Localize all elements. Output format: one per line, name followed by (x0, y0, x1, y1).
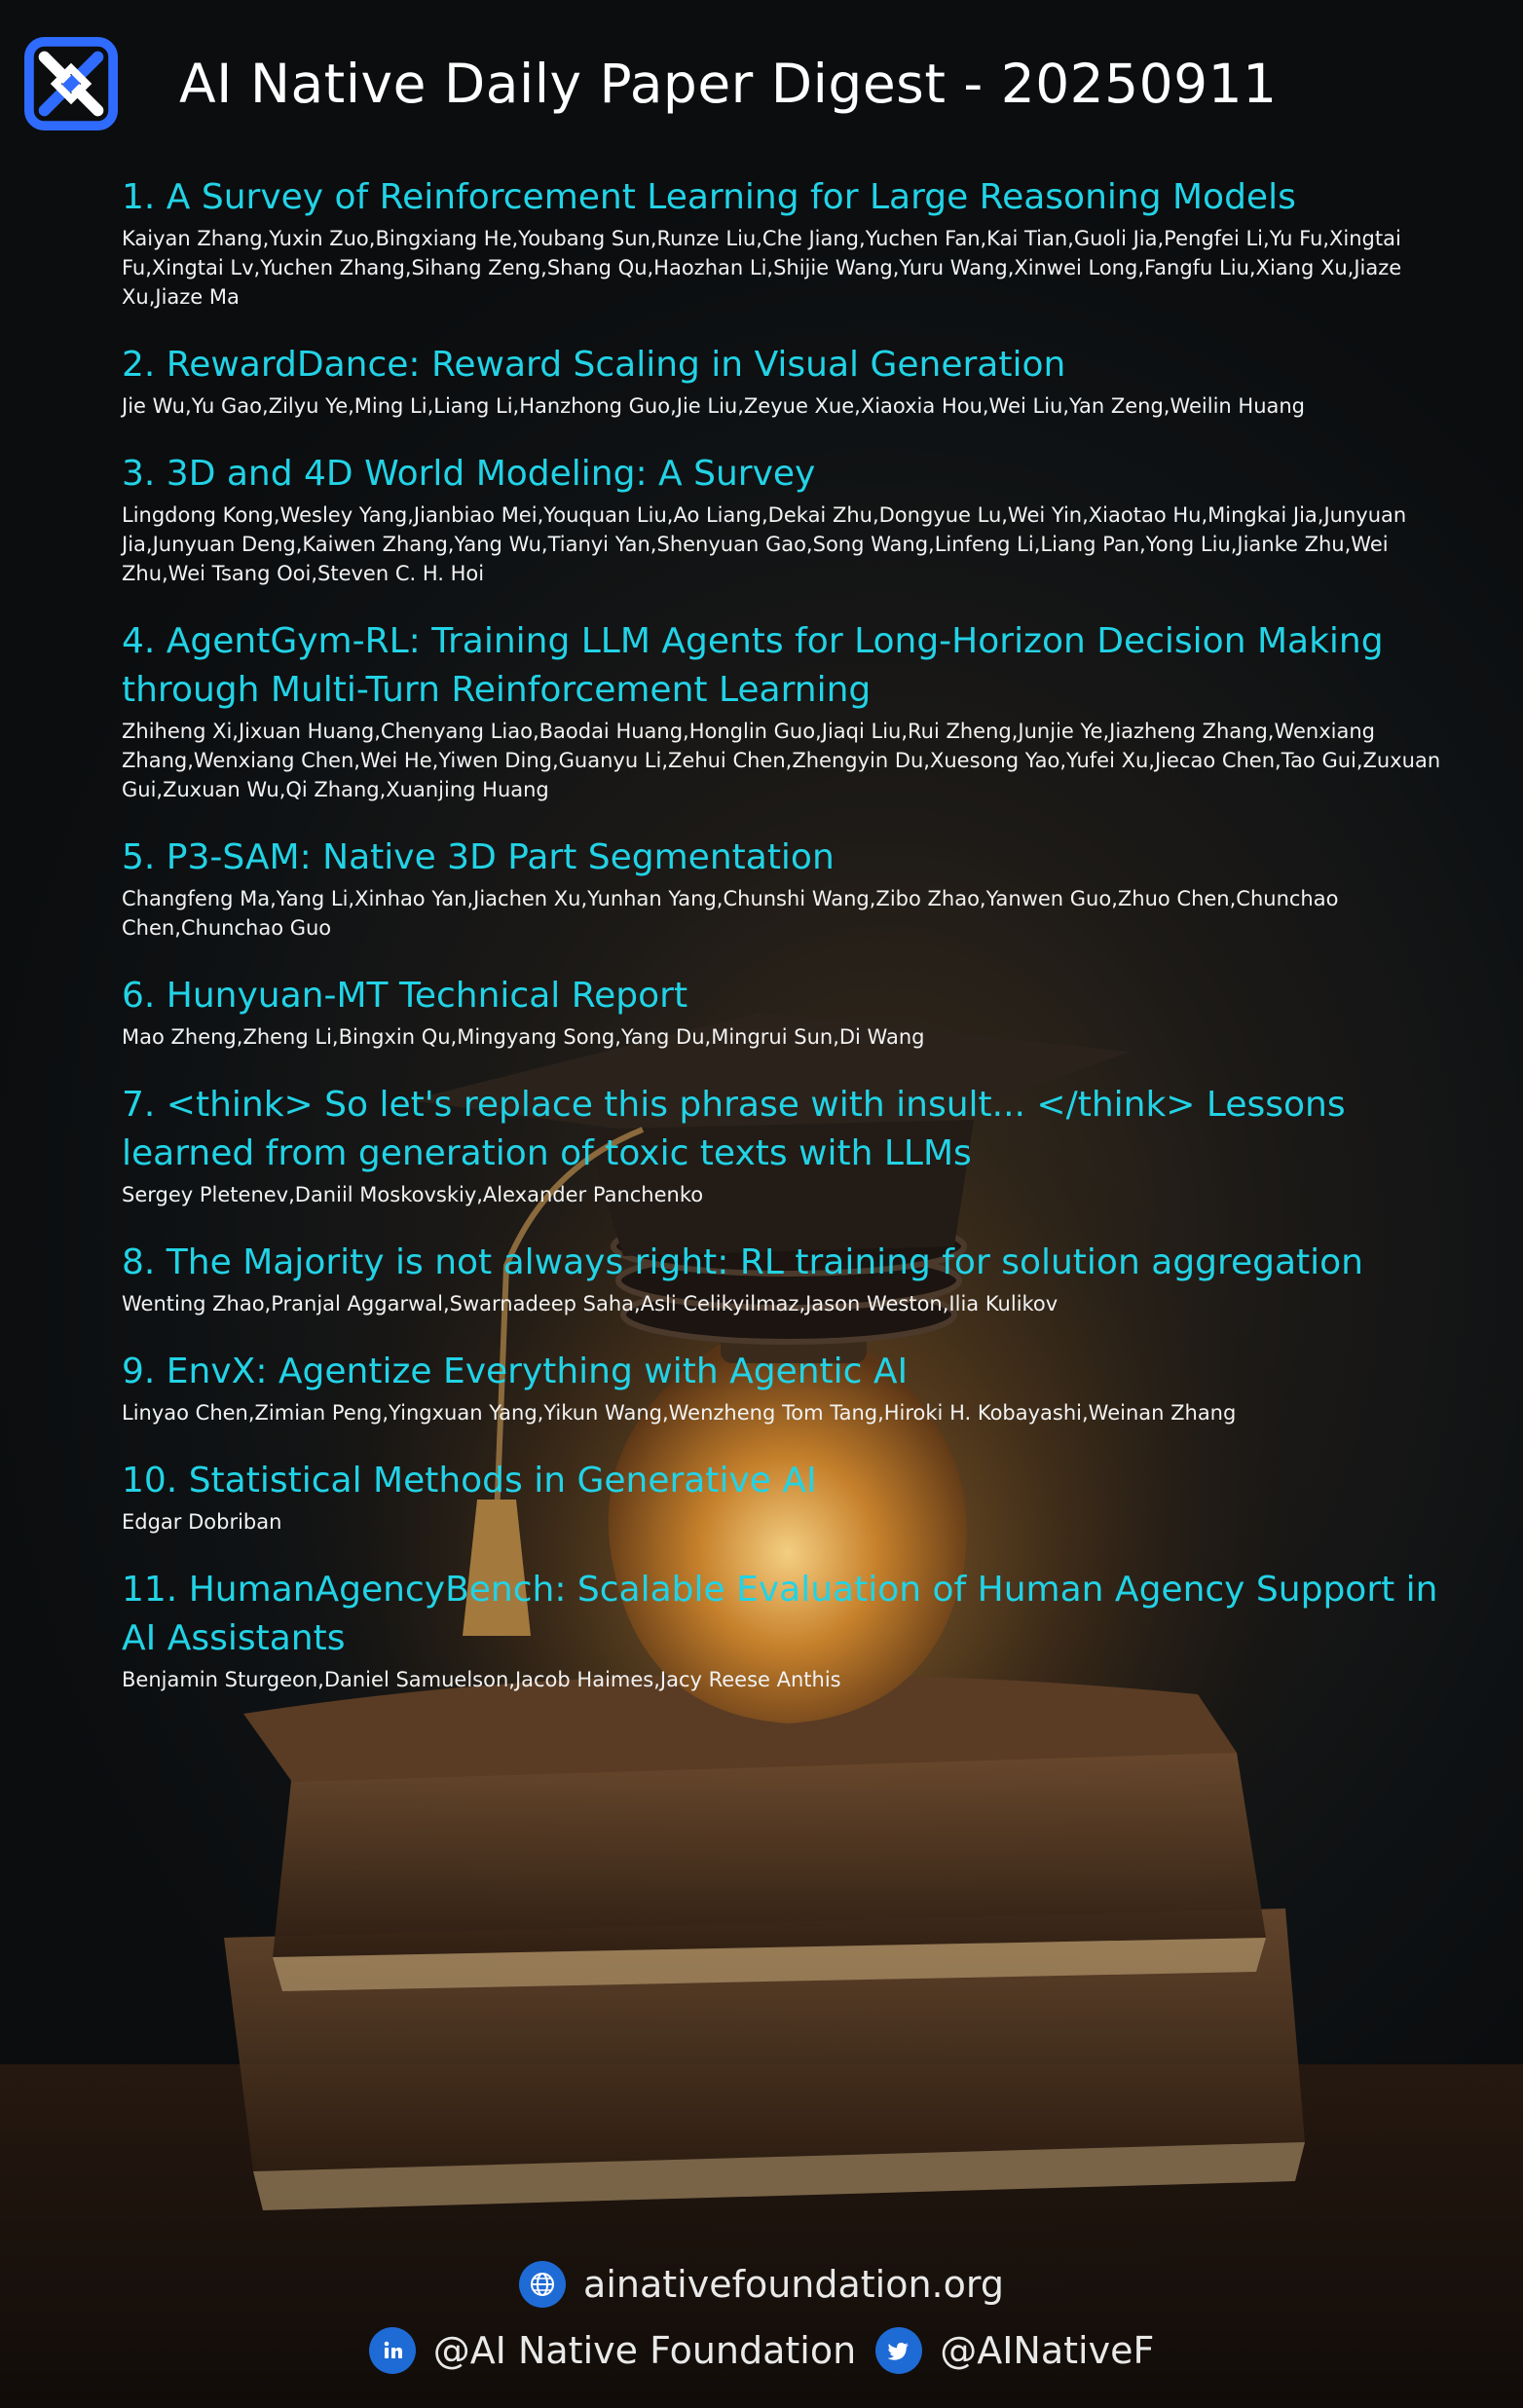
paper-item (122, 1239, 1466, 1318)
paper-title[interactable]: 7. <think> So let's replace this phrase with insult... </think> Lessons learned from generation of toxic texts with LLMs (122, 1085, 1346, 1173)
page-title: AI Native Daily Paper Digest - 20250911 (179, 53, 1278, 115)
paper-item (122, 173, 1466, 312)
paper-item (122, 617, 1466, 804)
paper-authors: Changfeng Ma,Yang Li,Xinhao Yan,Jiachen Xu,Yunhan Yang,Chunshi Wang,Zibo Zhao,Yanwen Guo,Zhuo Chen,Chunchao Chen,Chunchao Guo (122, 887, 1339, 940)
paper-authors: Zhiheng Xi,Jixuan Huang,Chenyang Liao,Baodai Huang,Honglin Guo,Jiaqi Liu,Rui Zheng,Junjie Ye,Jiazheng Zhang,Wenxiang Zhang,Wenxiang Chen,Wei He,Yiwen Ding,Guanyu Li,Zehui Chen,Zhengyin Du,Xuesong Yao,Yufei Xu,Jiecao Chen,Tao Gui,Zuxuan Gui,Zuxuan Wu,Qi Zhang,Xuanjing Huang (122, 720, 1441, 801)
paper-title[interactable]: 4. AgentGym-RL: Training LLM Agents for Long-Horizon Decision Making through Multi-Turn Reinforcement Learning (122, 621, 1384, 710)
paper-title[interactable]: 1. A Survey of Reinforcement Learning for Large Reasoning Models (122, 177, 1296, 217)
paper-item (122, 834, 1466, 943)
twitter-icon (875, 2327, 922, 2374)
website-link[interactable]: ainativefoundation.org (583, 2263, 1004, 2306)
twitter-link[interactable]: @AINativeF (940, 2329, 1155, 2372)
paper-authors: Sergey Pletenev,Daniil Moskovskiy,Alexander Panchenko (122, 1183, 704, 1206)
paper-authors: Benjamin Sturgeon,Daniel Samuelson,Jacob Haimes,Jacy Reese Anthis (122, 1668, 841, 1691)
footer-social (0, 2323, 1523, 2378)
header (23, 35, 1278, 132)
paper-authors: Wenting Zhao,Pranjal Aggarwal,Swarnadeep Saha,Asli Celikyilmaz,Jason Weston,Ilia Kulikov (122, 1292, 1059, 1315)
footer-website (0, 2257, 1523, 2312)
paper-list (122, 173, 1466, 1723)
paper-item (122, 1081, 1466, 1209)
paper-title[interactable]: 11. HumanAgencyBench: Scalable Evaluation of Human Agency Support in AI Assistants (122, 1570, 1438, 1658)
paper-title[interactable]: 10. Statistical Methods in Generative AI (122, 1461, 817, 1500)
paper-item (122, 1566, 1466, 1694)
paper-item (122, 972, 1466, 1052)
globe-icon (519, 2261, 566, 2308)
paper-item (122, 1348, 1466, 1427)
paper-item (122, 1457, 1466, 1537)
linkedin-link[interactable]: @AI Native Foundation (432, 2329, 857, 2372)
paper-title[interactable]: 8. The Majority is not always right: RL training for solution aggregation (122, 1242, 1363, 1282)
paper-title[interactable]: 2. RewardDance: Reward Scaling in Visual Generation (122, 345, 1066, 385)
paper-title[interactable]: 3. 3D and 4D World Modeling: A Survey (122, 454, 816, 494)
paper-item (122, 450, 1466, 588)
paper-item (122, 341, 1466, 421)
paper-authors: Kaiyan Zhang,Yuxin Zuo,Bingxiang He,Youbang Sun,Runze Liu,Che Jiang,Yuchen Fan,Kai Tian,Guoli Jia,Pengfei Li,Yu Fu,Xingtai Fu,Xingtai Lv,Yuchen Zhang,Sihang Zeng,Shang Qu,Haozhan Li,Shijie Wang,Yuru Wang,Xinwei Long,Fangfu Liu,Xiang Xu,Jiaze Xu,Jiaze Ma (122, 227, 1402, 309)
paper-title[interactable]: 9. EnvX: Agentize Everything with Agentic AI (122, 1352, 909, 1391)
paper-title[interactable]: 6. Hunyuan-MT Technical Report (122, 976, 688, 1016)
paper-authors: Edgar Dobriban (122, 1510, 282, 1534)
ai-native-logo-icon (23, 36, 119, 131)
paper-authors: Lingdong Kong,Wesley Yang,Jianbiao Mei,Youquan Liu,Ao Liang,Dekai Zhu,Dongyue Lu,Wei Yin,Xiaotao Hu,Mingkai Jia,Junyuan Jia,Junyuan Deng,Kaiwen Zhang,Yang Wu,Tianyi Yan,Shenyuan Gao,Song Wang,Linfeng Li,Liang Pan,Yong Liu,Jianke Zhu,Wei Zhu,Wei Tsang Ooi,Steven C. H. Hoi (122, 503, 1407, 585)
linkedin-icon (369, 2327, 416, 2374)
paper-title[interactable]: 5. P3-SAM: Native 3D Part Segmentation (122, 837, 835, 877)
paper-authors: Jie Wu,Yu Gao,Zilyu Ye,Ming Li,Liang Li,Hanzhong Guo,Jie Liu,Zeyue Xue,Xiaoxia Hou,Wei Liu,Yan Zeng,Weilin Huang (122, 394, 1306, 418)
paper-authors: Mao Zheng,Zheng Li,Bingxin Qu,Mingyang Song,Yang Du,Mingrui Sun,Di Wang (122, 1025, 925, 1049)
paper-authors: Linyao Chen,Zimian Peng,Yingxuan Yang,Yikun Wang,Wenzheng Tom Tang,Hiroki H. Kobayashi,Weinan Zhang (122, 1401, 1237, 1425)
